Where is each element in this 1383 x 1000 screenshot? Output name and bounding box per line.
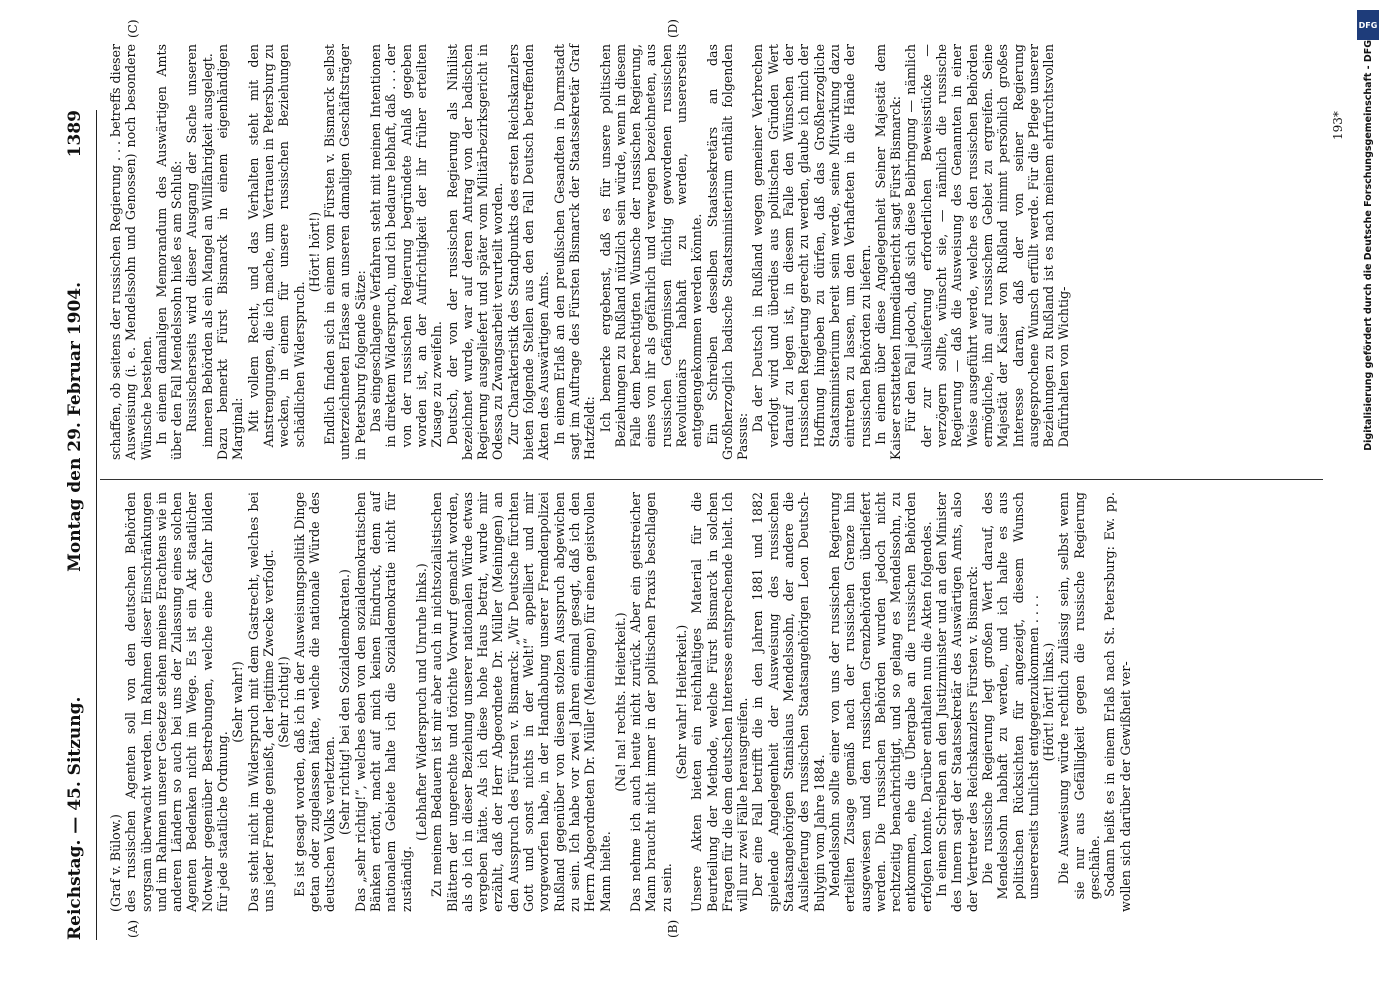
paragraph: Dazu bemerkt Fürst Bismarck in einem eigenhändigen Marginal: <box>215 44 246 460</box>
right-column <box>108 44 1072 460</box>
page-header <box>62 110 88 940</box>
paragraph: (Sehr richtig! bei den Sozialdemokraten.) <box>337 569 353 835</box>
paragraph: (Na! na! rechts. Heiterkeit.) <box>612 612 628 792</box>
paragraph: Die Ausweisung würde rechtlich zulässig sein, selbst wenn sie nur aus Gefälligkeit gegen die russische Regierung geschähe. <box>1056 492 1102 900</box>
paragraph: Endlich finden sich in einem vom Fürsten v. Bismarck selbst unterzeichneten Erlasse an unseren damaligen Geschäftsträger in Petersburg folgende Sätze: <box>322 44 368 460</box>
paragraph: Mit vollem Recht, und das Verhalten steht mit den Anstrengungen, die ich mache, um Vertrauen in Petersburg zu wecken, in einem für unsere russischen Beziehungen schädlichen Widerspruch. <box>245 44 307 448</box>
paragraph: In einem Schreiben an den Justizminister und an den Minister des Innern sagt der Staatssekretär des Auswärtigen Amts, also der Vertreter des Reichskanzlers Fürsten v. Bismarck: <box>934 492 980 912</box>
paragraph: (Sehr richtig!) <box>276 656 292 748</box>
margin-mark-a: (A) <box>126 919 140 938</box>
margin-mark-c: (C) <box>126 19 140 38</box>
paragraph: Das „sehr richtig!“, welches eben von den sozialdemokratischen Bänken ertönt, macht auf mich keinen Eindruck, denn auf nationalem Gebiete halte ich die Sozialdemokratie nicht für zuständig. <box>352 492 414 912</box>
paragraph: Es ist gesagt worden, daß ich in der Ausweisungspolitik Dinge getan oder zugelassen hätte, welche die nationale Würde des deutschen Volks verletzten. <box>291 492 338 912</box>
signature-mark: 193* <box>1331 111 1345 140</box>
header-left: Reichstag. — 45. Sitzung. <box>65 696 85 940</box>
header-date: Montag den 29. Februar 1904. <box>65 281 85 572</box>
paragraph: schaffen, ob seitens der russischen Regierung . . . betreffs dieser Ausweisung (i. e. Mendelssohn und Genossen) noch besondere Wünsche bestehen. <box>108 44 154 460</box>
paragraph: Da der Deutsch in Rußland wegen gemeiner Verbrechen verfolgt wird und überdies aus politischen Gründen Wert darauf zu legen ist, in diesem Falle den Wünschen der russischen Regierung gerecht zu werden, glaube ich mich der Hoffnung hingeben zu dürfen, daß das Großherzogliche Staatsministerium bereit sein werde, seine Mitwirkung dazu eintreten zu lassen, um den Verhafteten in die Hände der russischen Behörden zu liefern. <box>750 44 873 448</box>
paragraph: Das steht nicht im Widerspruch mit dem Gastrecht, welches bei uns jeder Fremde genießt, der legitime Zwecke verfolgt. <box>245 492 276 912</box>
paragraph: (Graf v. Bülow.) <box>108 814 123 912</box>
digitization-credit: Digitalisierung gefördert durch die Deutsche Forschungsgemeinschaft - DFG <box>1362 40 1374 451</box>
paragraph: Sodann heißt es in einem Erlaß nach St. Petersburg: Ew. pp. wollen sich darüber der Gewißheit ver- <box>1102 492 1133 912</box>
paragraph: Der eine Fall betrifft die in den Jahren 1881 und 1882 spielende Angelegenheit der Ausweisung des russischen Staatsangehörigen Stanislaus Mendelssohn, der andere die Auslieferung des russischen Staatsangehörigen Leon Deutsch-Bulygin vom Jahre 1884. <box>750 492 827 912</box>
paragraph: Unsere Akten bieten ein reichhaltiges Material für die Beurteilung der Methode, welche Fürst Bismarck in solchen Fragen für die dem deutschen Interesse entsprechende hielt. Ich will nur zwei Fälle herausgreifen. <box>689 492 751 912</box>
left-column <box>108 492 1133 912</box>
digitization-strip <box>1353 0 1383 1000</box>
paragraph: Ich bemerke ergebenst, daß es für unsere politischen Beziehungen zu Rußland nützlich sein würde, wenn in diesem Falle dem berechtigten Wunsche der russischen Regierung, eines von ihr als gefährlich und verwegen bezeichneten, aus russischen Gefängnissen flüchtig gewordenen russischen Revolutionärs habhaft zu werden, unsererseits entgegengekommen werden könnte. <box>597 44 705 448</box>
dfg-logo: DFG <box>1357 10 1379 40</box>
margin-mark-d: (D) <box>666 19 680 38</box>
paragraph: (Hört! hört! links.) <box>1041 642 1057 762</box>
paragraph: In einem über diese Angelegenheit Seiner Majestät dem Kaiser erstatteten Immediatbericht sagt Fürst Bismarck: <box>872 44 904 460</box>
paragraph: Das eingeschlagene Verfahren steht mit meinen Intentionen in direktem Widerspruch, und ich bedaure lebhaft, daß . . . der von der russischen Regierung begründete Anlaß gegeben worden ist, an der Aufrichtigkeit der ihr früher erteilten Zusage zu zweifeln. <box>368 44 445 448</box>
paragraph: (Lebhafter Widerspruch und Unruhe links.) <box>413 563 429 841</box>
paragraph: Für den Fall jedoch, daß sich diese Beibringung — nämlich der zur Auslieferung erforderlichen Beweisstücke — verzögern sollte, wünscht sie, — nämlich die russische Regierung — daß die Ausweisung des Genannten in einer Weise ausgeführt werde, welche es den russischen Behörden ermögliche, ihn auf russischem Gebiet zu ergreifen. Seine Majestät der Kaiser von Rußland nimmt persönlich großes Interesse daran, daß der von seiner Regierung ausgesprochene Wunsch erfüllt werde. Für die Pflege unserer Beziehungen zu Rußland ist es nach meinem ehrfurchtsvollen Dafürhalten von Wichtig- <box>903 44 1072 448</box>
paragraph: Zur Charakteristik des Standpunkts des ersten Reichskanzlers bieten folgende Stellen aus den den Fall Deutsch betreffenden Akten des Auswärtigen Amts. <box>505 44 552 460</box>
paragraph: In einem Erlaß an den preußischen Gesandten in Darmstadt sagt im Auftrage des Fürsten Bismarck der Staatssekretär Graf Hatzfeldt: <box>551 44 598 460</box>
column-divider <box>100 479 1323 480</box>
paragraph: des russischen Agenten soll von den deutschen Behörden sorgsam überwacht werden. Im Rahmen dieser Einschränkungen und im Rahmen unserer Gesetze stehen meines Erachtens wie in anderen Ländern so auch bei uns der Zulassung eines solchen Agenten Bedenken nicht im Wege. Es ist ein Akt staatlicher Notwehr gegenüber Bestrebungen, welche eine Gefahr bilden für jede staatliche Ordnung. <box>123 492 231 912</box>
paragraph: (Sehr wahr!) <box>230 661 246 743</box>
paragraph: Ein Schreiben desselben Staatssekretärs an das Großherzoglich badische Staatsministerium enthält folgenden Passus: <box>704 44 751 460</box>
margin-mark-b: (B) <box>666 919 680 938</box>
paragraph: Deutsch, der von der russischen Regierung als Nihilist bezeichnet wurde, war auf deren Antrag von der badischen Regierung ausgeliefert und später vom Militärbezirksgericht in Odessa zu Zwangsarbeit verurteilt worden. <box>444 44 506 460</box>
paragraph: (Hört! hört!) <box>306 211 322 293</box>
paragraph: Die russische Regierung legt großen Wert darauf, des Mendelssohn habhaft zu werden, und ich halte es aus politischen Rücksichten für angezeigt, diesem Wunsch unsererseits tunlichst entgegenzukommen . . . . <box>979 492 1041 900</box>
paragraph: In einem damaligen Memorandum des Auswärtigen Amts über den Fall Mendelssohn hieß es am Schluß: <box>153 44 185 460</box>
paragraph: (Sehr wahr! Heiterkeit.) <box>673 624 689 780</box>
paragraph: Das nehme ich auch heute nicht zurück. Aber ein geistreicher Mann braucht nicht immer in der politischen Praxis beschlagen zu sein. <box>628 492 674 912</box>
page-number: 1389 <box>65 110 85 158</box>
paragraph: Russischerseits wird dieser Ausgang der Sache unseren inneren Behörden als ein Mangel an Willfährigkeit ausgelegt. <box>184 44 215 448</box>
header-rule <box>96 110 97 940</box>
paragraph: Mendelssohn sollte einer von uns der russischen Regierung erteilten Zusage gemäß nach der russischen Grenze hin ausgewiesen und den russischen Grenzbehörden überliefert werden. Die russischen Behörden wurden jedoch nicht rechtzeitig benachrichtigt, und so gelang es Mendelssohn, zu entkommen, ehe die Übergabe an die russischen Behörden erfolgen konnte. Darüber enthalten nun die Akten folgendes. <box>826 492 934 912</box>
paragraph: Zu meinem Bedauern ist mir aber auch in nichtsozialistischen Blättern der ungerechte und törichte Vorwurf gemacht worden, als ob ich in dieser Beziehung unserer nationalen Würde etwas vergeben hätte. Als ich diese hohe Haus betrat, wurde mir erzählt, daß der Herr Abgeordnete Dr. Müller (Meiningen) an den Ausspruch des Fürsten v. Bismarck: „Wir Deutsche fürchten Gott und sonst nichts in der Welt!“ appelliert und mir vorgeworfen habe, in der Handhabung unserer Fremdenpolizei Rußland gegenüber von diesem stolzen Ausspruch abgewichen zu sein. Ich habe vor zwei Jahren einmal gesagt, daß ich den Herrn Abgeordneten Dr. Müller (Meiningen) für einen geistvollen Mann hielte. <box>429 492 613 912</box>
